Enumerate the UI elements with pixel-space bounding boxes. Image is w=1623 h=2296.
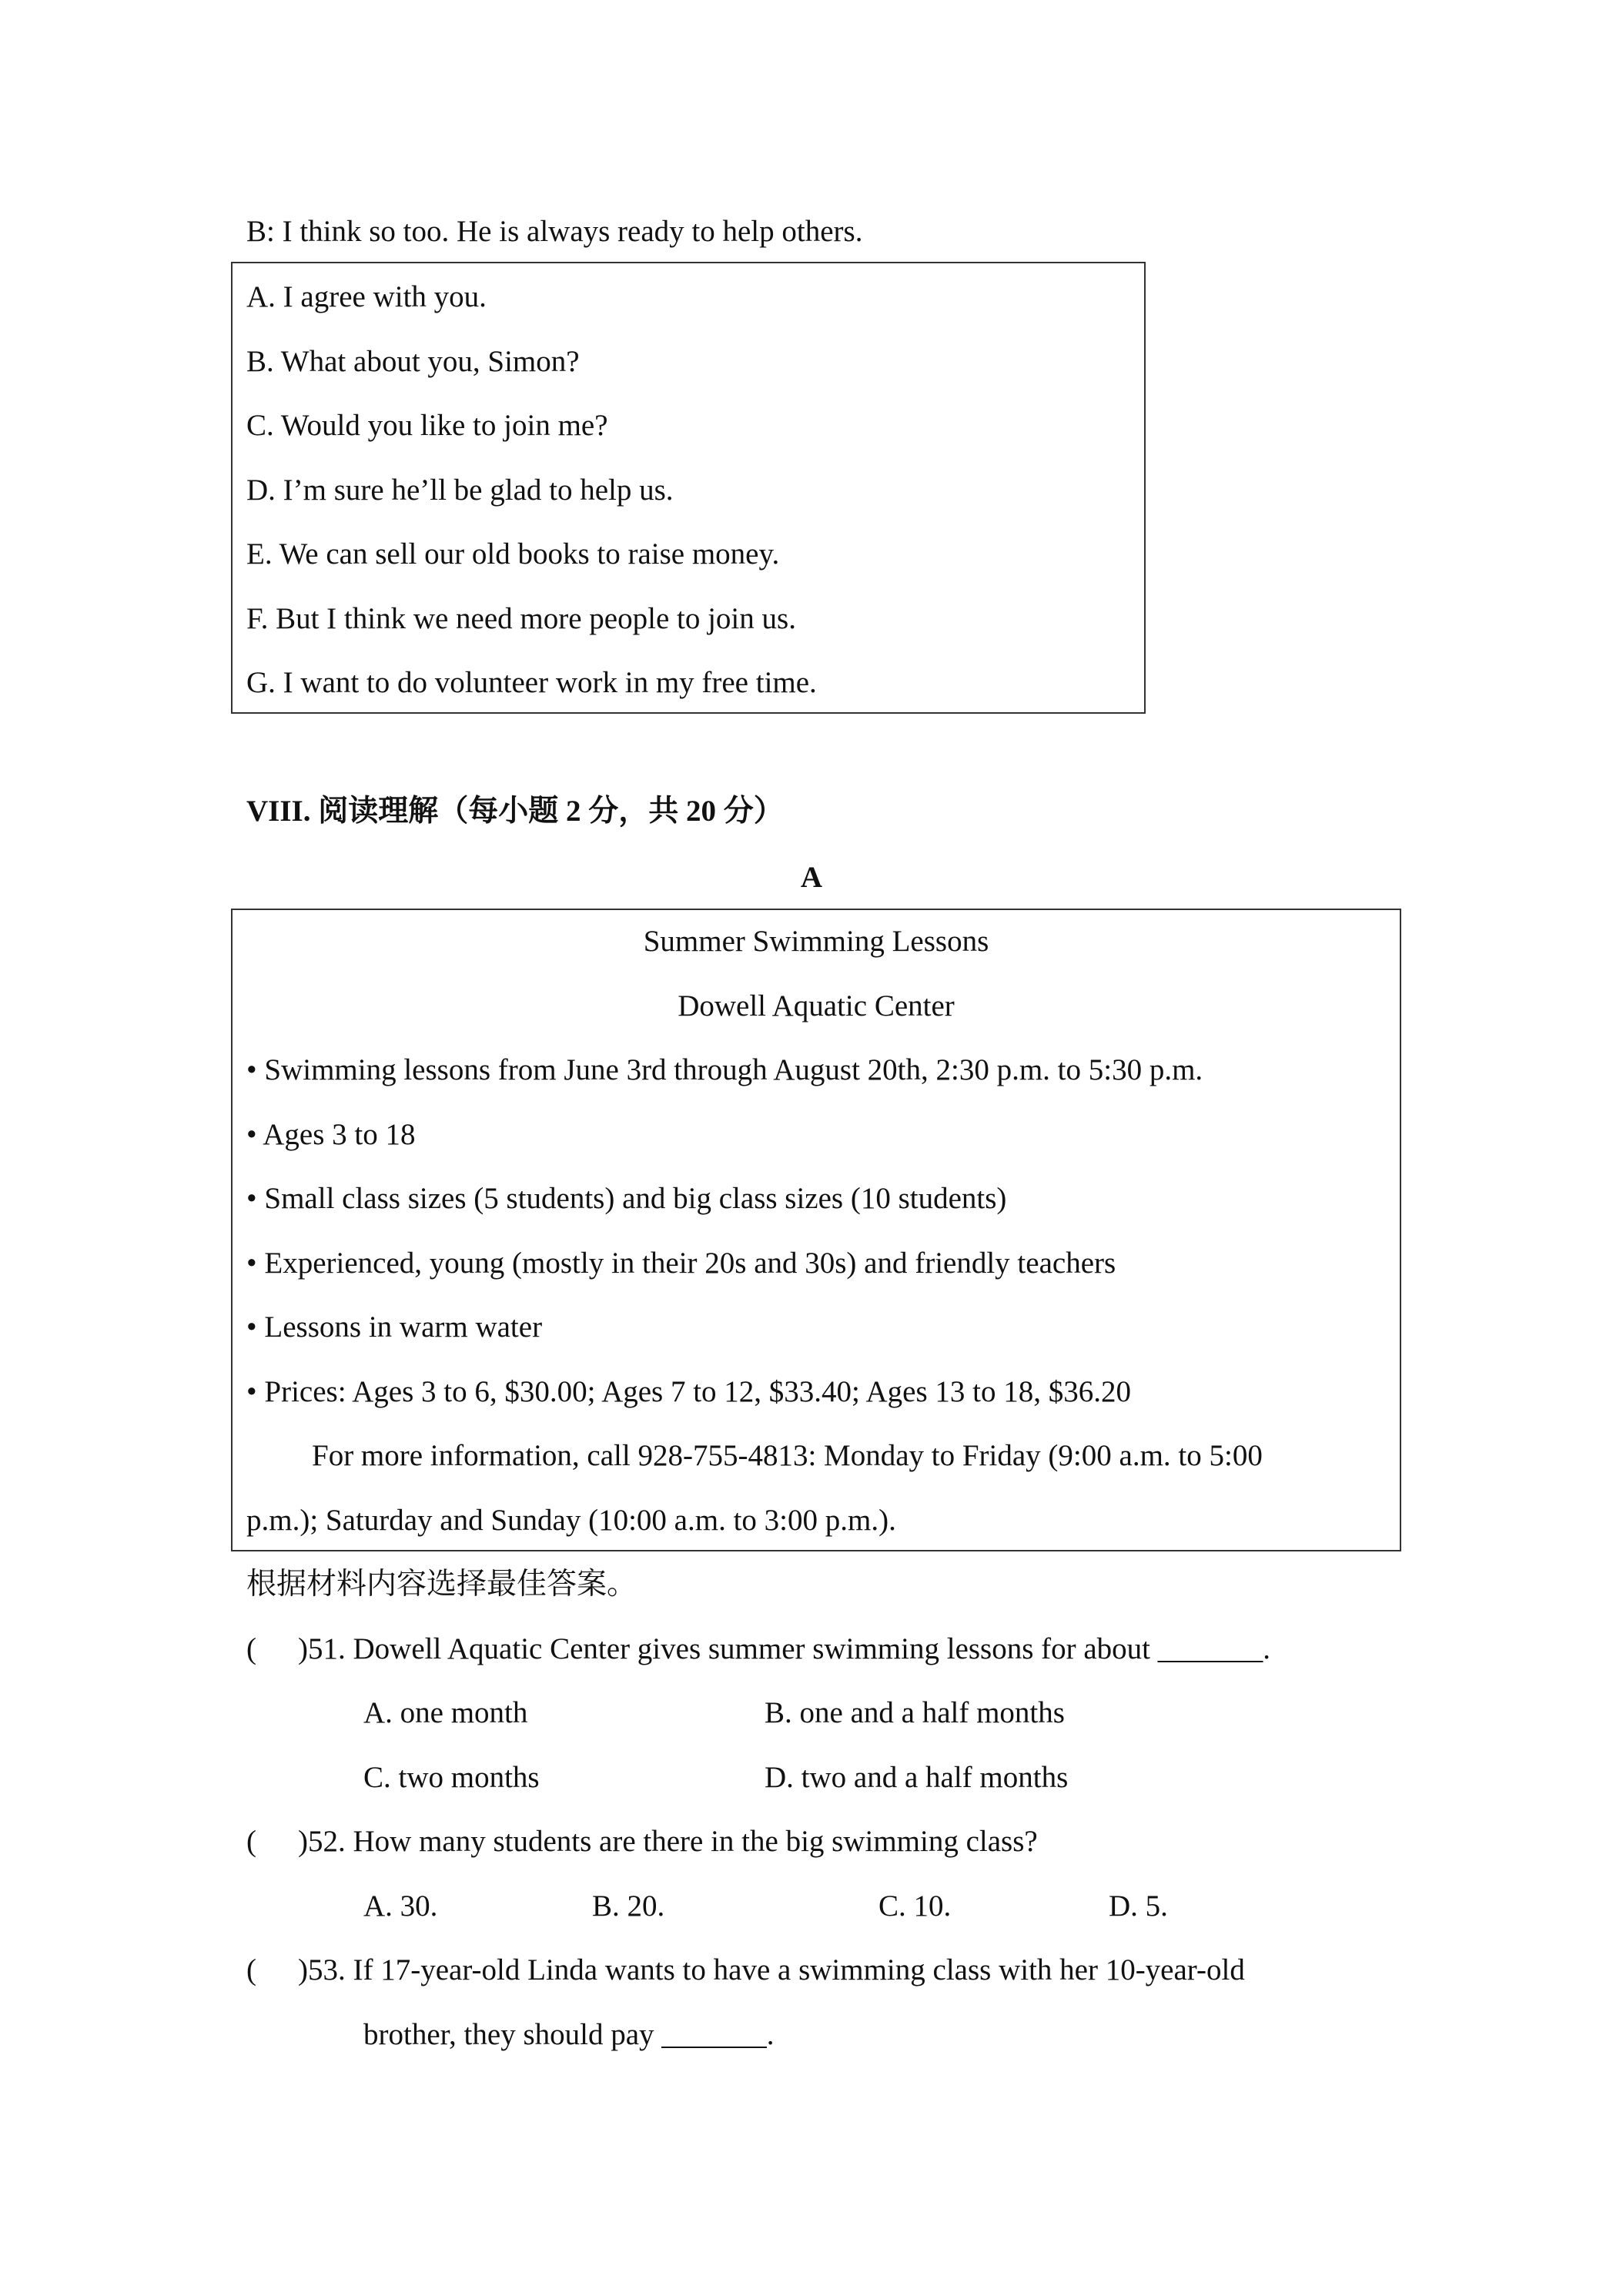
- passage-info-line-2: p.m.); Saturday and Sunday (10:00 a.m. to 3:00 p.m.).: [246, 1504, 896, 1537]
- question-52-option-c: C. 10.: [878, 1889, 952, 1923]
- passage-bullet-water: • Lessons in warm water: [246, 1310, 543, 1344]
- question-53-stem: )53. If 17-year-old Linda wants to have a swimming class with her 10-year-old: [298, 1953, 1245, 1986]
- passage-subtitle: Dowell Aquatic Center: [678, 989, 955, 1022]
- question-51-paren: (: [246, 1632, 256, 1665]
- option-f: F. But I think we need more people to join us.: [246, 602, 796, 635]
- part-label: A: [800, 861, 823, 894]
- option-d: D. I’m sure he’ll be glad to help us.: [246, 474, 674, 507]
- option-c: C. Would you like to join me?: [246, 409, 608, 442]
- question-51-stem: )51. Dowell Aquatic Center gives summer swimming lessons for about _______.: [298, 1632, 1271, 1665]
- passage-info-line-1: For more information, call 928-755-4813: Monday to Friday (9:00 a.m. to 5:00: [312, 1439, 1263, 1472]
- question-52-stem: )52. How many students are there in the big swimming class?: [298, 1825, 1038, 1858]
- option-b: B. What about you, Simon?: [246, 345, 580, 378]
- passage-bullet-ages: • Ages 3 to 18: [246, 1118, 416, 1151]
- question-52-option-a: A. 30.: [363, 1889, 438, 1923]
- question-53-paren: (: [246, 1953, 256, 1986]
- passage-bullet-teachers: • Experienced, young (mostly in their 20s and 30s) and friendly teachers: [246, 1247, 1116, 1280]
- question-51-option-a: A. one month: [363, 1696, 528, 1729]
- passage-title: Summer Swimming Lessons: [643, 925, 989, 958]
- passage-bullet-dates: • Swimming lessons from June 3rd through August 20th, 2:30 p.m. to 5:30 p.m.: [246, 1053, 1203, 1086]
- question-52-paren: (: [246, 1825, 256, 1858]
- dialogue-line-b: B: I think so too. He is always ready to help others.: [246, 215, 863, 248]
- section-heading: VIII. 阅读理解（每小题 2 分，共 20 分）: [246, 795, 784, 828]
- question-51-option-b: B. one and a half months: [765, 1696, 1065, 1729]
- option-a: A. I agree with you.: [246, 280, 487, 313]
- option-g: G. I want to do volunteer work in my free time.: [246, 666, 817, 699]
- question-53-stem-continued: brother, they should pay _______.: [363, 2018, 775, 2051]
- passage-bullet-prices: • Prices: Ages 3 to 6, $30.00; Ages 7 to 12, $33.40; Ages 13 to 18, $36.20: [246, 1375, 1131, 1408]
- question-51-option-d: D. two and a half months: [765, 1761, 1069, 1794]
- question-52-option-d: D. 5.: [1109, 1889, 1168, 1923]
- passage-bullet-class-sizes: • Small class sizes (5 students) and big class sizes (10 students): [246, 1182, 1007, 1215]
- question-52-option-b: B. 20.: [592, 1889, 665, 1923]
- instruction-text: 根据材料内容选择最佳答案。: [246, 1568, 637, 1601]
- question-51-option-c: C. two months: [363, 1761, 540, 1794]
- option-e: E. We can sell our old books to raise money.: [246, 537, 780, 571]
